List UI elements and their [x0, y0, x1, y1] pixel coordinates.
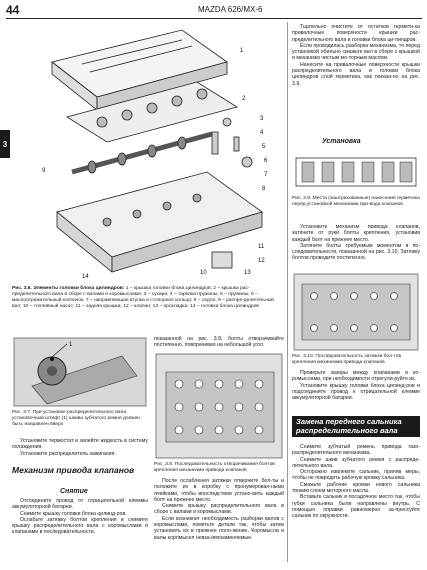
removal-heading: Снятие	[60, 488, 88, 495]
paragraph: Тщательно очистите от остатков гермети-ка привалочные поверхности крышки рас-пределительного вала и головки блока ци-линдров.	[292, 24, 420, 43]
callout-label-13: 13	[244, 270, 251, 276]
figure-3-6-caption-legend: 1 – крышка головки блока цилиндров; 2 – крышка рас-пределительного вала в сборе с валами и коромыслами; 3 – сухари; 4 – тарелка пружины; 5 – пружины; 6 – маслоотражательный колпачок; 7 – направляющая втулка и стопорное кольцо; 8 – седло; 9 – распре-делительный вал; 10 – топливный насос; 11 – задняя крышка; 12 – клапан; 13 – прокладка; 14 – головка блока цилиндров	[12, 286, 274, 309]
figure-3-9-caption: Рис. 3.9. Места (заштрихованные) нанесения герметика перед установкой механизма при-вода клапанов	[292, 196, 420, 207]
column-1-text	[12, 438, 148, 457]
header-rule	[6, 18, 422, 19]
seal-replacement-heading: Замена переднего сальника распределительного вала	[292, 416, 420, 437]
callout-label-6: 6	[264, 158, 268, 164]
seal-replacement-text	[292, 444, 420, 520]
figure-3-7-caption: Рис. 3.7. При установке распределительного вала установочный штифт (1) шкива зубчатого ремня должен быть направлен вверх	[12, 410, 141, 427]
paragraph: Снимите зубчатый ремень привода газо-распределительного механизма.	[292, 444, 420, 457]
figure-3-6-caption-title: Рис. 3.6. Элементы головки блока цилиндров:	[12, 286, 125, 291]
column-2-text	[154, 478, 284, 541]
figure-3-9-sealant	[292, 150, 420, 194]
figure-3-7-camshaft-pin	[12, 336, 148, 408]
callout-label-2: 2	[242, 96, 246, 102]
column-3-install-text	[292, 224, 420, 262]
paragraph: Снимите крышку головки блока цилинд-ров.	[20, 510, 127, 517]
paragraph: Установите механизм привода клапанов, затяните от руки болты крепления, установив каждый болт на прежнее место.	[292, 224, 420, 243]
column-2-top-text: показанной на рис. 3.8, болты отворачивайте постепенно, поворачивая на небольшой угол.	[154, 336, 284, 349]
paragraph: Смажьте рабочие кромки нового сальника тонким слоем моторного масла.	[292, 481, 420, 495]
paragraph: Если возникнет необходимость разборки валов с коромыслами, пометьте детали так, чтобы затем установить их в прежнее поло-жение. Коромысла и валы коромысел невза-имозаменяемые.	[154, 515, 284, 541]
callout-label-12: 12	[258, 258, 265, 264]
paragraph: Вставьте сальник в посадочное место так, чтобы губки сальника были направлены внутрь. С помощью оправки равномерно за-прессуйте сальник по окружности.	[292, 494, 420, 520]
removal-text	[12, 498, 148, 536]
callout-label-4: 4	[260, 130, 264, 136]
paragraph: Нанесите на привалочные поверхности крышки распределительного вала и головки блока цилиндров слой герметика, как показа-но на рис. 3.9.	[292, 61, 420, 87]
paragraph: Затяните болты требуемым моментом в по-следовательности, показанной на рис. 3.10. Затяжку болтов проводите постепенно.	[292, 242, 420, 262]
install-heading: Установка	[322, 138, 361, 145]
paragraph: Установите распределитель зажигания.	[20, 450, 116, 457]
figure-3-6-exploded-head	[12, 22, 284, 284]
column-divider	[287, 22, 288, 562]
running-title: MAZDA 626/MX-6	[198, 5, 263, 14]
figure-3-7-label: 1	[69, 342, 73, 348]
callout-label-11: 11	[258, 244, 265, 250]
paragraph: Снимите крышку распределительного вала в сборе с валами и коромыслами.	[154, 503, 284, 516]
callout-label-10: 10	[200, 270, 207, 276]
callout-label-7: 7	[264, 172, 268, 178]
callout-label-3: 3	[260, 116, 264, 122]
paragraph: Снимите шкив зубчатого ремня с распреде-лительного вала.	[292, 456, 420, 469]
figure-3-10-tightening-sequence	[292, 272, 420, 352]
figure-3-10-caption: Рис. 3.10. Последовательность затяжки бол-тов крепления механизма привода клапанов	[292, 354, 402, 365]
paragraph: Отсоедините провод от отрицательной клеммы аккумуляторной батареи.	[12, 498, 148, 511]
chapter-tab: 3	[0, 130, 10, 158]
callout-label-14: 14	[82, 274, 89, 280]
paragraph: Если проводилась разборка механизма, то перед установкой обильно смажьте вал в сборе с крышкой и механизм чистым мо-торным маслом.	[292, 42, 420, 62]
figure-3-8-caption: Рис. 3.8. Последовательность отворачивания болтов крепления механизма привода клапанов	[154, 462, 275, 473]
callout-label-8: 8	[262, 186, 266, 192]
paragraph: Установите термостат и залейте жидкость в систему охлаждения.	[12, 438, 148, 451]
figure-3-6-caption	[12, 286, 284, 310]
callout-label-5: 5	[262, 144, 266, 150]
figure-3-8-bolt-sequence	[154, 352, 284, 460]
paragraph: Проверьте зазоры между клапанами и ко-ромыслами, при необходимости отрегули-руйте их.	[292, 370, 420, 383]
mechanism-heading: Механизм привода клапанов	[12, 465, 135, 475]
column-3-intro	[292, 24, 420, 87]
page-number: 44	[6, 3, 20, 17]
callout-label-1: 1	[240, 48, 244, 54]
paragraph: Ослабьте затяжку болтов крепления и снимите крышку распределительного вала с коромыслами и клапанами в последовательности,	[12, 516, 148, 536]
paragraph: Осторожно извлеките сальник, приняв меры, чтобы не повредить рабочую кромку сальника.	[292, 469, 420, 482]
callout-label-9: 9	[42, 168, 46, 174]
column-3-after-fig310	[292, 370, 420, 401]
paragraph: После ослабления затяжки отверните бол-ты и положите их в коробку с пронумерован-ными ячейками, чтобы впоследствии устано-вить каждый болт на прежнее место.	[154, 478, 284, 503]
paragraph: Установите крышку головки блока цилинд-ров и подсоедините провод к отрицательной клемме аккумуляторной батареи.	[292, 382, 420, 402]
